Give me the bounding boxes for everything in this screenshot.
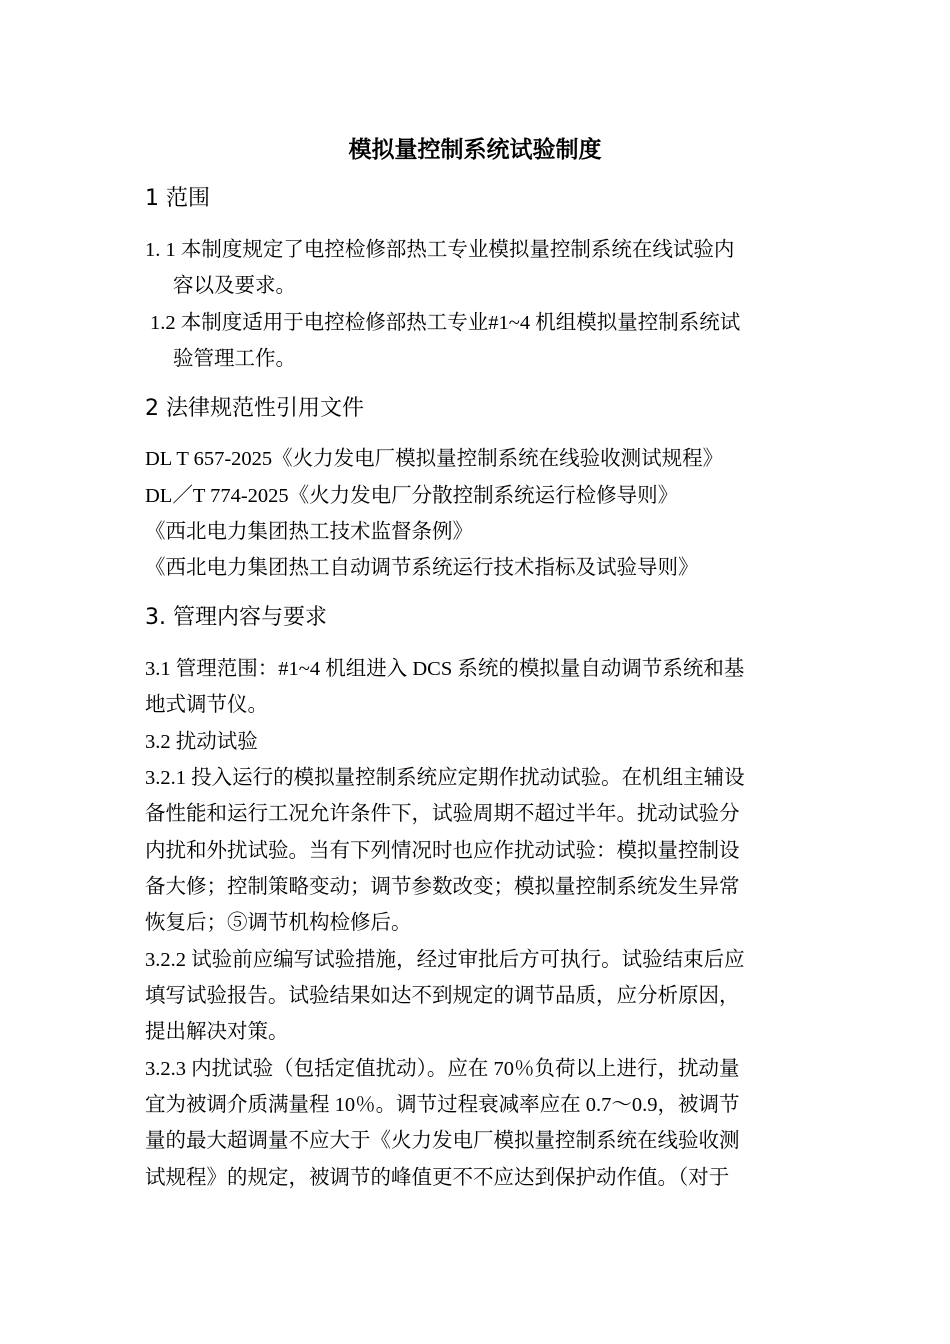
- paragraph-line: 容以及要求。: [173, 275, 296, 297]
- paragraph-line: 3.2.2 试验前应编写试验措施，经过审批后方可执行。试验结束后应: [145, 949, 745, 971]
- reference-line: DL T 657-2025《火力发电厂模拟量控制系统在线验收测试规程》: [145, 448, 724, 470]
- paragraph-line: 3.2.1 投入运行的模拟量控制系统应定期作扰动试验。在机组主辅设: [145, 767, 745, 789]
- paragraph-line: 验管理工作。: [173, 348, 296, 370]
- section-heading-scope: 1 范围: [145, 186, 210, 211]
- reference-line: DL／T 774-2025《火力发电厂分散控制系统运行检修导则》: [145, 485, 679, 507]
- document-title: 模拟量控制系统试验制度: [348, 137, 602, 163]
- paragraph-line: 3.2.3 内扰试验（包括定值扰动）。应在 70％负荷以上进行，扰动量: [145, 1058, 740, 1080]
- paragraph-line: 3.1 管理范围：#1~4 机组进入 DCS 系统的模拟量自动调节系统和基: [145, 658, 745, 680]
- paragraph-line: 备性能和运行工况允许条件下，试验周期不超过半年。扰动试验分: [145, 803, 740, 825]
- paragraph-line: 3.2 扰动试验: [145, 731, 258, 753]
- section-heading-references: 2 法律规范性引用文件: [145, 396, 364, 421]
- paragraph-line: 提出解决对策。: [145, 1021, 289, 1043]
- paragraph-line: 恢复后；⑤调节机构检修后。: [145, 912, 412, 934]
- paragraph-line: 量的最大超调量不应大于《火力发电厂模拟量控制系统在线验收测: [145, 1130, 740, 1152]
- paragraph-line: 内扰和外扰试验。当有下列情况时也应作扰动试验：模拟量控制设: [145, 840, 740, 862]
- paragraph-line: 1.2 本制度适用于电控检修部热工专业#1~4 机组模拟量控制系统试: [150, 312, 741, 334]
- paragraph-line: 备大修；控制策略变动；调节参数改变；模拟量控制系统发生异常: [145, 876, 740, 898]
- reference-line: 《西北电力集团热工自动调节系统运行技术指标及试验导则》: [145, 557, 699, 579]
- paragraph-line: 地式调节仪。: [145, 694, 268, 716]
- section-heading-management: 3. 管理内容与要求: [145, 605, 327, 630]
- paragraph-line: 试规程》的规定，被调节的峰值更不不应达到保护动作值。（对于: [145, 1167, 730, 1189]
- paragraph-line: 1. 1 本制度规定了电控检修部热工专业模拟量控制系统在线试验内: [145, 239, 735, 261]
- paragraph-line: 填写试验报告。试验结果如达不到规定的调节品质，应分析原因，: [145, 985, 740, 1007]
- paragraph-line: 宜为被调介质满量程 10％。调节过程衰减率应在 0.7～0.9，被调节: [145, 1094, 740, 1116]
- reference-line: 《西北电力集团热工技术监督条例》: [145, 521, 473, 543]
